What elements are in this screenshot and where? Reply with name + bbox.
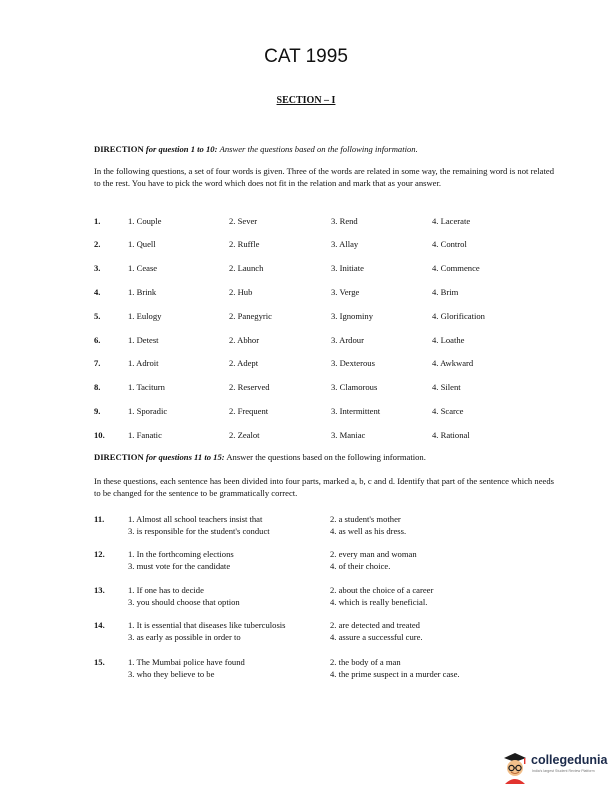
direction-1-text: Answer the questions based on the following information. bbox=[219, 144, 418, 154]
question-option: 3. Allay bbox=[331, 239, 359, 249]
sentence-part: 1. It is essential that diseases like tuberculosis bbox=[128, 620, 286, 630]
question-option: 4. Scarce bbox=[432, 406, 464, 416]
sentence-part: 2. about the choice of a career bbox=[330, 585, 434, 595]
question-option: 2. Panegyric bbox=[229, 311, 272, 321]
question-row bbox=[94, 358, 574, 370]
question-number: 1. bbox=[94, 216, 101, 226]
sentence-part: 1. The Mumbai police have found bbox=[128, 657, 245, 667]
question-option: 2. Frequent bbox=[229, 406, 269, 416]
question-option: 3. Rend bbox=[331, 216, 358, 226]
question-option: 1. Detest bbox=[128, 335, 159, 345]
sentence-part: 3. must vote for the candidate bbox=[128, 561, 231, 571]
question-number: 5. bbox=[94, 311, 101, 321]
question-row bbox=[94, 335, 574, 347]
document-title: CAT 1995 bbox=[264, 46, 348, 67]
sentence-part: 2. are detected and treated bbox=[330, 620, 420, 630]
question-option: 1. Fanatic bbox=[128, 430, 162, 440]
direction-2-ref: for questions 11 to 15: bbox=[145, 452, 225, 462]
question-row bbox=[94, 382, 574, 394]
question-option: 4. Awkward bbox=[432, 358, 474, 368]
question-row bbox=[94, 430, 574, 442]
direction-1-label: DIRECTION bbox=[94, 144, 144, 154]
question-option: 4. Loathe bbox=[432, 335, 465, 345]
sentence-number: 14. bbox=[94, 620, 105, 630]
direction-2 bbox=[94, 452, 426, 462]
logo-wordmark: collegedunia bbox=[531, 753, 608, 767]
question-option: 3. Ignominy bbox=[331, 311, 374, 321]
question-number: 2. bbox=[94, 239, 101, 249]
question-option: 1. Taciturn bbox=[128, 382, 165, 392]
question-option: 4. Lacerate bbox=[432, 216, 471, 226]
question-option: 2. Launch bbox=[229, 263, 264, 273]
question-option: 1. Quell bbox=[128, 239, 156, 249]
direction-2-label: DIRECTION bbox=[94, 452, 144, 462]
sentence-part: 2. a student's mother bbox=[330, 514, 401, 524]
instructions-2: In these questions, each sentence has been divided into four parts, marked a, b, c and d. Identify that part of the sentence which needs to be changed for the sentence to be grammatically correct. bbox=[94, 476, 554, 498]
question-row bbox=[94, 406, 574, 418]
direction-1-ref: for question 1 to 10: bbox=[145, 144, 218, 154]
question-option: 1. Cease bbox=[128, 263, 158, 273]
question-number: 7. bbox=[94, 358, 101, 368]
question-option: 4. Brim bbox=[432, 287, 459, 297]
section-heading: SECTION – I bbox=[276, 95, 336, 106]
sentence-part: 4. as well as his dress. bbox=[330, 526, 407, 536]
question-option: 4. Control bbox=[432, 239, 467, 249]
question-option: 4. Commence bbox=[432, 263, 480, 273]
question-number: 10. bbox=[94, 430, 105, 440]
question-option: 2. Hub bbox=[229, 287, 253, 297]
sentence-part: 1. In the forthcoming elections bbox=[128, 549, 234, 559]
question-number: 6. bbox=[94, 335, 101, 345]
sentence-part: 4. of their choice. bbox=[330, 561, 391, 571]
sentence-part: 2. the body of a man bbox=[330, 657, 401, 667]
sentence-part: 3. as early as possible in order to bbox=[128, 632, 241, 642]
sentence-number: 13. bbox=[94, 585, 105, 595]
instructions-1: In the following questions, a set of four words is given. Three of the words are related in some way, the remaining word is not related to the rest. You have to pick the word which does not fit in the relation and mark that as your answer. bbox=[94, 166, 554, 188]
direction-1 bbox=[94, 144, 418, 154]
sentence-part: 3. who they believe to be bbox=[128, 669, 215, 679]
question-option: 4. Rational bbox=[432, 430, 470, 440]
question-option: 3. Verge bbox=[331, 287, 360, 297]
sentence-number: 11. bbox=[94, 514, 105, 524]
direction-2-text: Answer the questions based on the following information. bbox=[226, 452, 426, 462]
question-row bbox=[94, 216, 574, 228]
question-number: 3. bbox=[94, 263, 101, 273]
question-option: 1. Eulogy bbox=[128, 311, 162, 321]
question-option: 2. Ruffle bbox=[229, 239, 260, 249]
sentence-part: 4. the prime suspect in a murder case. bbox=[330, 669, 460, 679]
student-mascot-icon bbox=[500, 750, 530, 784]
question-option: 3. Dexterous bbox=[331, 358, 375, 368]
question-row bbox=[94, 263, 574, 275]
question-number: 9. bbox=[94, 406, 101, 416]
question-option: 2. Sever bbox=[229, 216, 258, 226]
question-option: 3. Clamorous bbox=[331, 382, 378, 392]
question-row bbox=[94, 311, 574, 323]
question-option: 1. Adroit bbox=[128, 358, 159, 368]
question-number: 4. bbox=[94, 287, 101, 297]
question-option: 4. Silent bbox=[432, 382, 461, 392]
question-option: 3. Maniac bbox=[331, 430, 366, 440]
question-option: 3. Initiate bbox=[331, 263, 364, 273]
sentence-part: 1. If one has to decide bbox=[128, 585, 204, 595]
question-option: 3. Ardour bbox=[331, 335, 364, 345]
question-option: 2. Adept bbox=[229, 358, 259, 368]
sentence-part: 2. every man and woman bbox=[330, 549, 417, 559]
sentence-part: 4. assure a successful cure. bbox=[330, 632, 423, 642]
question-option: 1. Brink bbox=[128, 287, 157, 297]
question-option: 2. Zealot bbox=[229, 430, 260, 440]
collegedunia-logo bbox=[500, 750, 608, 786]
sentence-part: 3. you should choose that option bbox=[128, 597, 240, 607]
sentence-part: 3. is responsible for the student's conduct bbox=[128, 526, 270, 536]
question-number: 8. bbox=[94, 382, 101, 392]
sentence-part: 1. Almost all school teachers insist that bbox=[128, 514, 263, 524]
sentence-number: 15. bbox=[94, 657, 105, 667]
question-option: 2. Abhor bbox=[229, 335, 260, 345]
question-row bbox=[94, 287, 574, 299]
logo-tagline: India's largest Student Review Platform bbox=[532, 769, 595, 773]
question-option: 2. Reserved bbox=[229, 382, 270, 392]
question-option: 4. Glorification bbox=[432, 311, 485, 321]
sentence-part: 4. which is really beneficial. bbox=[330, 597, 428, 607]
question-option: 1. Sporadic bbox=[128, 406, 168, 416]
question-row bbox=[94, 239, 574, 251]
question-option: 1. Couple bbox=[128, 216, 162, 226]
sentence-number: 12. bbox=[94, 549, 105, 559]
question-option: 3. Intermittent bbox=[331, 406, 381, 416]
